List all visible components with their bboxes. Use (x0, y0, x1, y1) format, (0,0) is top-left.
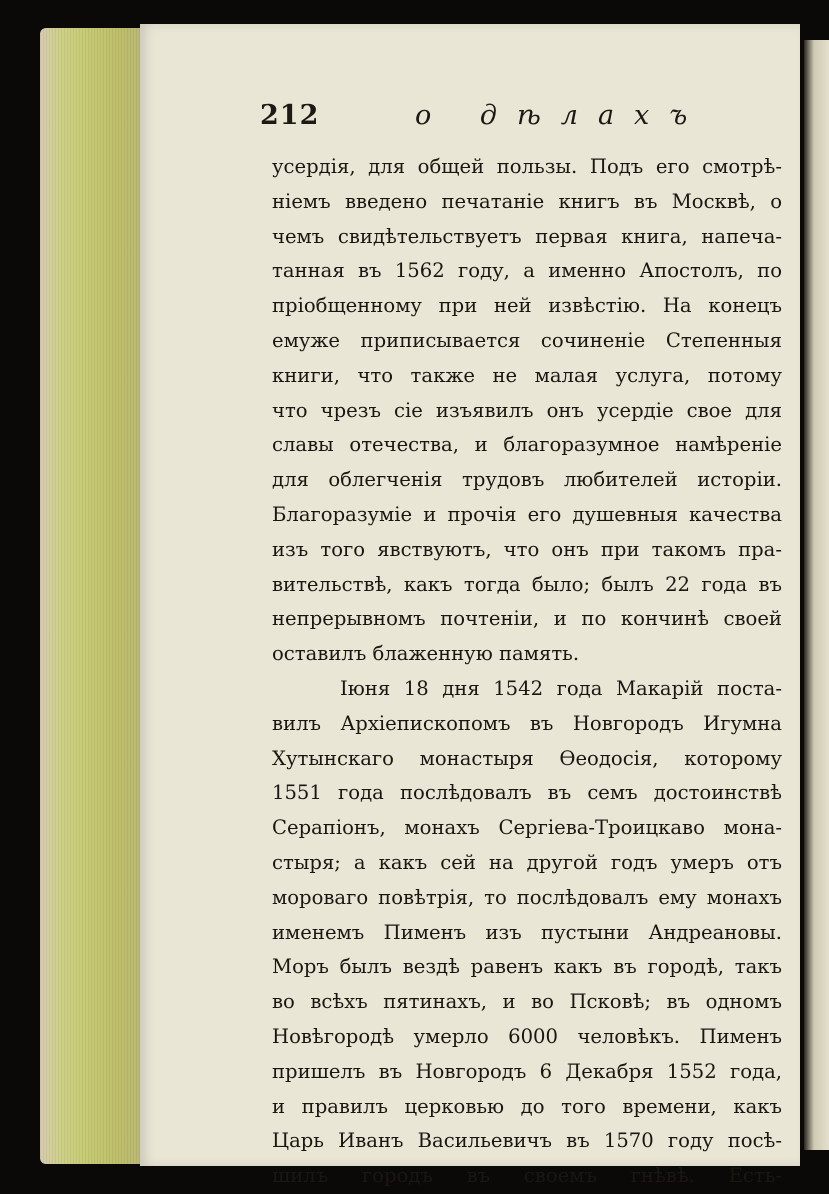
body-text (272, 150, 782, 1194)
text-line: Царь Иванъ Васильевичъ въ 1570 году посѣ- (272, 1129, 782, 1153)
text-line: усердія, для общей пользы. Подъ его смотрѣ- (272, 155, 782, 178)
text-line: книги, что также не малая услуга, потому (272, 363, 782, 387)
text-line: именемъ Пименъ изъ пустыни Андреановы. (272, 920, 782, 944)
text-line: Благоразуміе и прочія его душевныя качества (272, 502, 782, 526)
facing-page-edge (804, 40, 829, 1150)
text-line: пришелъ въ Новгородъ 6 Декабря 1552 года, (272, 1059, 782, 1083)
text-line: непрерывномъ почтеніи, и по кончинѣ своей (272, 607, 782, 631)
text-line: что чрезъ сіе изъявилъ онъ усердіе свое для (272, 398, 782, 422)
text-line: танная въ 1562 году, а именно Апостолъ, по (272, 259, 782, 283)
text-line: Хутынскаго монастыря Ѳеодосія, которому (272, 746, 782, 770)
text-line: изъ того явствуютъ, что онъ при такомъ пра- (272, 537, 782, 561)
text-line: чемъ свидѣтельствуетъ первая книга, напеча- (272, 224, 782, 248)
text-line: и правилъ церковью до того времени, какъ (272, 1094, 782, 1118)
text-line: мороваго повѣтрія, то послѣдовалъ ему монахъ (272, 885, 782, 909)
text-line: Серапіонъ, монахъ Сергіева-Троицкаво мона- (272, 816, 782, 840)
text-line: оставилъ блаженную память. (272, 642, 580, 666)
text-line: Моръ былъ вездѣ равенъ какъ въ городѣ, такъ (272, 955, 782, 979)
text-line: ніемъ введено печатаніе книгъ въ Москвѣ, о (272, 189, 782, 213)
text-line: Іюня 18 дня 1542 года Макарій поста- (340, 676, 782, 700)
text-line: шилъ городъ въ своемъ гнѣвѣ. Есть- (272, 1164, 782, 1188)
page-number: 212 (260, 100, 320, 131)
text-line: стыря; а какъ сей на другой годъ умеръ отъ (272, 850, 782, 874)
text-line: пріобщенному при ней извѣстію. На конецъ (272, 294, 782, 318)
text-line: вительствѣ, какъ тогда было; былъ 22 года въ (272, 572, 782, 596)
running-head: о дѣлахъ (415, 100, 708, 131)
text-line: вилъ Архіепископомъ въ Новгородъ Игумна (272, 711, 782, 735)
text-line: для облегченія трудовъ любителей исторіи. (272, 468, 782, 492)
text-line: емуже приписывается сочиненіе Степенныя (272, 328, 782, 352)
page-header (260, 100, 782, 134)
text-line: во всѣхъ пятинахъ, и во Псковѣ; въ одномъ (272, 990, 782, 1014)
text-line: 1551 года послѣдовалъ въ семъ достоинствѣ (272, 781, 782, 805)
text-line: славы отечества, и благоразумное намѣреніе (272, 433, 782, 457)
page-edge (40, 28, 148, 1164)
text-line: Новѣгородѣ умерло 6000 человѣкъ. Пименъ (272, 1024, 782, 1048)
